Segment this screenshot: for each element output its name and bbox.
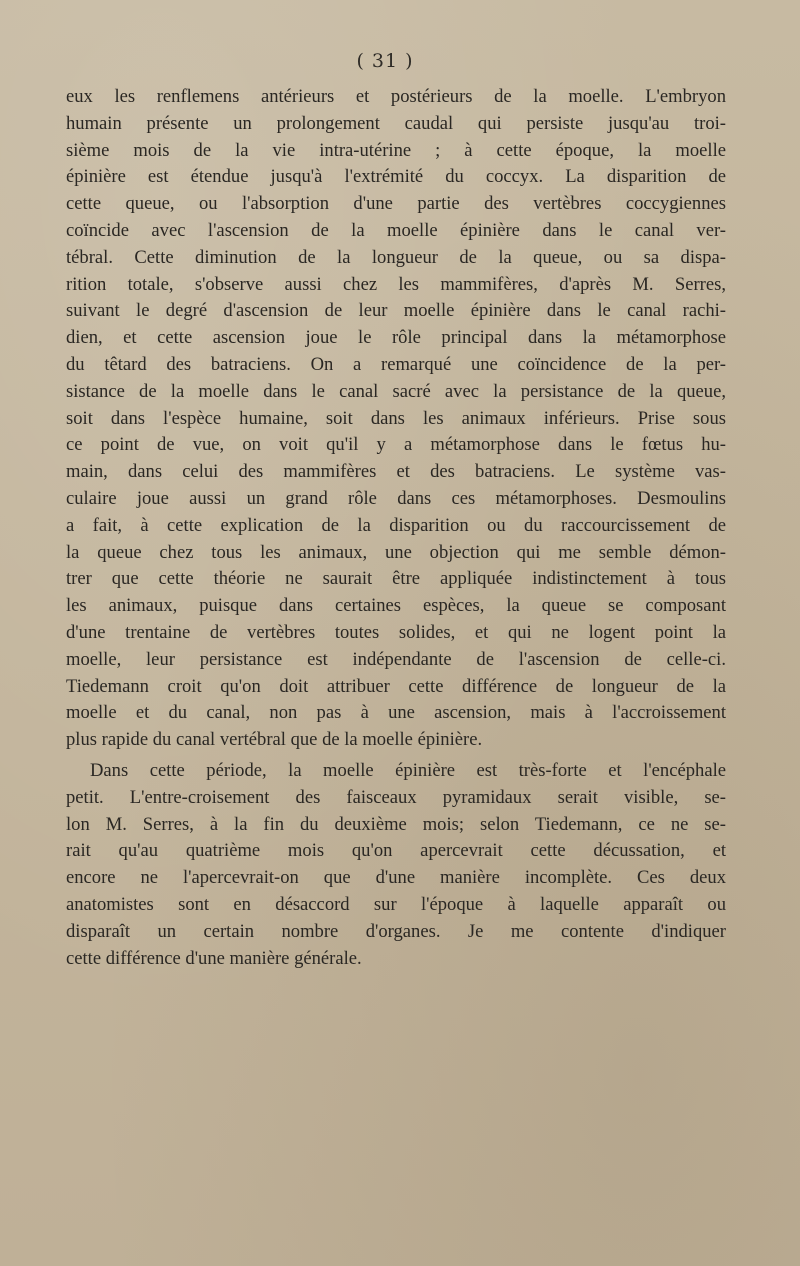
text-line: cette différence d'une manière générale. (66, 947, 362, 969)
text-line: moelle, leur persistance est indépendante de l'ascension de celle-ci. (66, 648, 726, 670)
text-line: Dans cette période, la moelle épinière est très-forte et l'encéphale (90, 759, 726, 781)
text-line: suivant le degré d'ascension de leur moelle épinière dans le canal rachi- (66, 300, 726, 322)
text-line: rait qu'au quatrième mois qu'on apercevrait cette décussation, et (66, 840, 726, 862)
text-line: Tiedemann croit qu'on doit attribuer cette différence de longueur de la (66, 675, 726, 697)
text-line: d'une trentaine de vertèbres toutes solides, et qui ne logent point la (66, 621, 726, 643)
text-line: rition totale, s'observe aussi chez les mammifères, d'après M. Serres, (66, 273, 726, 295)
text-line: disparaît un certain nombre d'organes. Je me contente d'indiquer (66, 920, 726, 942)
text-line: sistance de la moelle dans le canal sacré avec la persistance de la queue, (66, 380, 726, 402)
paragraph (66, 758, 726, 972)
text-line: les animaux, puisque dans certaines espèces, la queue se composant (66, 595, 726, 617)
paragraph (66, 84, 726, 754)
text-line: petit. L'entre-croisement des faisceaux pyramidaux serait visible, se- (66, 786, 726, 808)
text-line: du têtard des batraciens. On a remarqué une coïncidence de la per- (66, 353, 726, 375)
text-line: soit dans l'espèce humaine, soit dans les animaux inférieurs. Prise sous (66, 407, 726, 429)
text-line: main, dans celui des mammifères et des batraciens. Le système vas- (66, 461, 726, 483)
body-text (66, 84, 726, 972)
text-line: plus rapide du canal vertébral que de la moelle épinière. (66, 729, 483, 751)
text-line: lon M. Serres, à la fin du deuxième mois; selon Tiedemann, ce ne se- (66, 813, 726, 835)
text-line: cette queue, ou l'absorption d'une partie des vertèbres coccygiennes (66, 193, 726, 215)
text-line: eux les renflemens antérieurs et postérieurs de la moelle. L'embryon (66, 86, 726, 107)
text-line: culaire joue aussi un grand rôle dans ces métamorphoses. Desmoulins (66, 487, 726, 509)
text-line: moelle et du canal, non pas à une ascension, mais à l'accroissement (66, 702, 726, 724)
text-line: humain présente un prolongement caudal qui persiste jusqu'au troi- (66, 112, 726, 134)
text-line: tébral. Cette diminution de la longueur de la queue, ou sa dispa- (66, 246, 726, 268)
text-line: anatomistes sont en désaccord sur l'époque à laquelle apparaît ou (66, 893, 726, 915)
text-line: trer que cette théorie ne saurait être appliquée indistinctement à tous (66, 568, 726, 590)
page-number: ( 31 ) (356, 50, 414, 72)
text-line: sième mois de la vie intra-utérine ; à cette époque, la moelle (66, 139, 726, 161)
text-line: encore ne l'apercevrait-on que d'une manière incomplète. Ces deux (66, 867, 726, 889)
text-line: ce point de vue, on voit qu'il y a métamorphose dans le fœtus hu- (66, 434, 726, 456)
text-line: dien, et cette ascension joue le rôle principal dans la métamorphose (66, 327, 726, 349)
text-line: a fait, à cette explication de la disparition ou du raccourcissement de (66, 514, 726, 536)
text-line: coïncide avec l'ascension de la moelle épinière dans le canal ver- (66, 219, 726, 241)
text-line: la queue chez tous les animaux, une objection qui me semble démon- (66, 541, 726, 563)
text-line: épinière est étendue jusqu'à l'extrémité du coccyx. La disparition de (66, 166, 726, 188)
